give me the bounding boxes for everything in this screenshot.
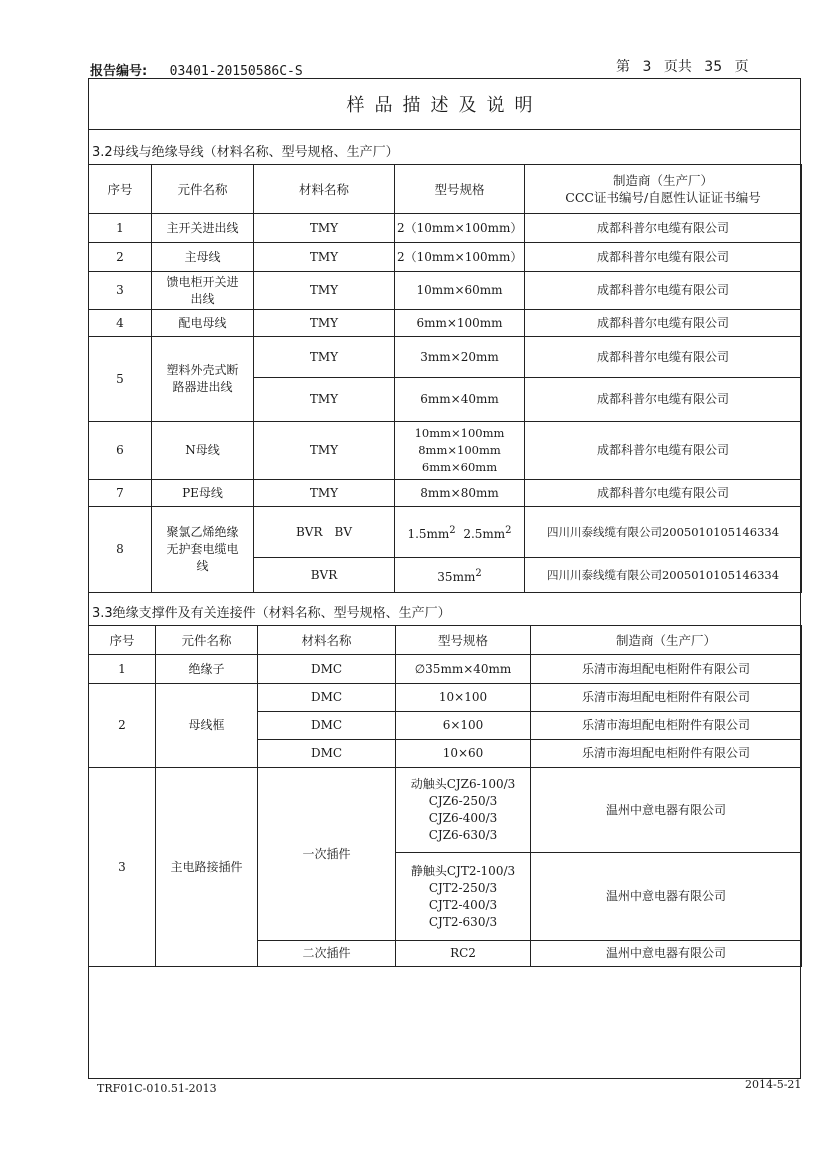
table-row bbox=[89, 272, 802, 310]
table-row bbox=[89, 422, 802, 480]
model-line: CJZ6-400/3 bbox=[428, 811, 498, 825]
material-cell: DMC bbox=[258, 655, 396, 684]
manufacturer-cell: 成都科普尔电缆有限公司 bbox=[525, 310, 802, 337]
col-material: 材料名称 bbox=[258, 626, 396, 655]
material-cell: DMC bbox=[258, 684, 396, 712]
material-cell: 一次插件 bbox=[258, 768, 396, 941]
table-header-row bbox=[89, 626, 802, 655]
model-line: 静触头CJT2-100/3 bbox=[410, 863, 516, 878]
manufacturer-cell: 乐清市海坦配电柜附件有限公司 bbox=[531, 740, 802, 768]
report-number-label: 报告编号: bbox=[90, 64, 148, 79]
model-part: 35mm bbox=[437, 569, 476, 584]
col-mfr-line2: CCC证书编号/自愿性认证证书编号 bbox=[565, 190, 761, 205]
component-cell: 母线框 bbox=[156, 684, 258, 768]
model-cell bbox=[395, 558, 525, 593]
material-cell: BVR BV bbox=[254, 507, 395, 558]
table-header-row bbox=[89, 165, 802, 214]
model-cell: 2（10mm×100mm） bbox=[395, 214, 525, 243]
component-line: 馈电柜开关进 bbox=[166, 274, 239, 289]
page-indicator bbox=[616, 56, 757, 76]
manufacturer-cell: 乐清市海坦配电柜附件有限公司 bbox=[531, 712, 802, 740]
manufacturer-cell: 成都科普尔电缆有限公司 bbox=[525, 243, 802, 272]
material-cell: 二次插件 bbox=[258, 941, 396, 967]
page-prefix: 第 bbox=[616, 59, 630, 75]
model-line: CJT2-400/3 bbox=[428, 897, 498, 912]
col-manufacturer bbox=[525, 165, 802, 214]
manufacturer-cell: 成都科普尔电缆有限公司 bbox=[525, 337, 802, 378]
col-seq: 序号 bbox=[89, 165, 152, 214]
model-cell: 8mm×80mm bbox=[395, 480, 525, 507]
page-title: 样品描述及说明 bbox=[88, 78, 801, 130]
seq-cell: 1 bbox=[89, 655, 156, 684]
manufacturer-cell: 四川川泰线缆有限公司2005010105146334 bbox=[525, 558, 802, 593]
table-row bbox=[89, 655, 802, 684]
material-cell: TMY bbox=[254, 480, 395, 507]
col-model: 型号规格 bbox=[396, 626, 531, 655]
material-cell: TMY bbox=[254, 422, 395, 480]
model-cell bbox=[396, 853, 531, 941]
model-part: 1.5mm bbox=[407, 526, 450, 541]
model-cell: ∅35mm×40mm bbox=[396, 655, 531, 684]
component-cell bbox=[152, 337, 254, 422]
seq-cell: 4 bbox=[89, 310, 152, 337]
model-cell: 6×100 bbox=[396, 712, 531, 740]
issue-date: 2014-5-21 bbox=[745, 1078, 802, 1091]
table-row bbox=[89, 243, 802, 272]
material-cell: TMY bbox=[254, 214, 395, 243]
col-component: 元件名称 bbox=[152, 165, 254, 214]
material-cell: TMY bbox=[254, 378, 395, 422]
material-cell: TMY bbox=[254, 337, 395, 378]
manufacturer-cell: 成都科普尔电缆有限公司 bbox=[525, 422, 802, 480]
component-line: 线 bbox=[196, 559, 209, 573]
table-row bbox=[89, 768, 802, 853]
manufacturer-cell: 成都科普尔电缆有限公司 bbox=[525, 272, 802, 310]
seq-cell: 1 bbox=[89, 214, 152, 243]
model-cell: 6mm×100mm bbox=[395, 310, 525, 337]
component-cell bbox=[152, 507, 254, 593]
seq-cell: 8 bbox=[89, 507, 152, 593]
component-cell: 主母线 bbox=[152, 243, 254, 272]
component-cell: 配电母线 bbox=[152, 310, 254, 337]
model-line: CJT2-250/3 bbox=[428, 880, 498, 895]
section-title-insulator: 3.3绝缘支撑件及有关连接件（材料名称、型号规格、生产厂） bbox=[92, 606, 451, 621]
model-cell bbox=[395, 422, 525, 480]
component-line: 聚氯乙烯绝缘 bbox=[166, 525, 239, 539]
model-line: 10mm×100mm bbox=[414, 426, 505, 440]
superscript: 2 bbox=[475, 567, 482, 579]
model-cell: 3mm×20mm bbox=[395, 337, 525, 378]
table-row bbox=[89, 684, 802, 712]
seq-cell: 3 bbox=[89, 768, 156, 967]
page-number: 3 bbox=[642, 59, 652, 75]
model-cell bbox=[395, 507, 525, 558]
superscript: 2 bbox=[449, 524, 456, 536]
manufacturer-cell: 温州中意电器有限公司 bbox=[531, 853, 802, 941]
seq-cell: 2 bbox=[89, 684, 156, 768]
component-line: 无护套电缆电 bbox=[166, 542, 239, 556]
model-cell: 10×60 bbox=[396, 740, 531, 768]
page-mid: 页共 bbox=[663, 59, 692, 75]
manufacturer-cell: 成都科普尔电缆有限公司 bbox=[525, 480, 802, 507]
page-suffix: 页 bbox=[734, 59, 749, 75]
material-cell: DMC bbox=[258, 740, 396, 768]
model-cell: 10mm×60mm bbox=[395, 272, 525, 310]
insulator-table bbox=[88, 625, 802, 967]
model-cell bbox=[396, 768, 531, 853]
report-number-value: 03401-20150586C-S bbox=[169, 64, 303, 79]
component-cell bbox=[152, 272, 254, 310]
model-cell: 10×100 bbox=[396, 684, 531, 712]
material-cell: BVR bbox=[254, 558, 395, 593]
seq-cell: 2 bbox=[89, 243, 152, 272]
component-cell: N母线 bbox=[152, 422, 254, 480]
model-line: 动触头CJZ6-100/3 bbox=[410, 777, 516, 791]
seq-cell: 3 bbox=[89, 272, 152, 310]
manufacturer-cell: 乐清市海坦配电柜附件有限公司 bbox=[531, 655, 802, 684]
component-cell: 绝缘子 bbox=[156, 655, 258, 684]
col-model: 型号规格 bbox=[395, 165, 525, 214]
report-number bbox=[90, 60, 303, 79]
material-cell: TMY bbox=[254, 272, 395, 310]
busbar-table bbox=[88, 164, 802, 593]
form-number: TRF01C-010.51-2013 bbox=[97, 1082, 217, 1095]
col-seq: 序号 bbox=[89, 626, 156, 655]
model-part: 2.5mm bbox=[463, 526, 506, 541]
col-component: 元件名称 bbox=[156, 626, 258, 655]
component-cell: 主电路接插件 bbox=[156, 768, 258, 967]
table-row bbox=[89, 310, 802, 337]
model-line: CJZ6-250/3 bbox=[428, 794, 498, 808]
model-cell: RC2 bbox=[396, 941, 531, 967]
component-line: 出线 bbox=[190, 291, 215, 306]
col-mfr-line1: 制造商（生产厂） bbox=[612, 173, 713, 188]
model-line: 6mm×60mm bbox=[421, 460, 498, 474]
component-line: 路器进出线 bbox=[172, 380, 233, 394]
superscript: 2 bbox=[505, 524, 512, 536]
material-cell: TMY bbox=[254, 243, 395, 272]
table-row bbox=[89, 214, 802, 243]
model-cell: 2（10mm×100mm） bbox=[395, 243, 525, 272]
section-title-busbar: 3.2母线与绝缘导线（材料名称、型号规格、生产厂） bbox=[92, 145, 399, 160]
manufacturer-cell: 四川川泰线缆有限公司2005010105146334 bbox=[525, 507, 802, 558]
model-line: CJZ6-630/3 bbox=[428, 828, 498, 842]
material-cell: DMC bbox=[258, 712, 396, 740]
table-row bbox=[89, 480, 802, 507]
seq-cell: 5 bbox=[89, 337, 152, 422]
page-total: 35 bbox=[704, 59, 723, 75]
manufacturer-cell: 成都科普尔电缆有限公司 bbox=[525, 378, 802, 422]
model-cell: 6mm×40mm bbox=[395, 378, 525, 422]
seq-cell: 7 bbox=[89, 480, 152, 507]
component-cell: 主开关进出线 bbox=[152, 214, 254, 243]
table-row bbox=[89, 507, 802, 558]
col-manufacturer: 制造商（生产厂） bbox=[531, 626, 802, 655]
col-material: 材料名称 bbox=[254, 165, 395, 214]
seq-cell: 6 bbox=[89, 422, 152, 480]
table-row bbox=[89, 337, 802, 378]
manufacturer-cell: 温州中意电器有限公司 bbox=[531, 941, 802, 967]
component-cell: PE母线 bbox=[152, 480, 254, 507]
manufacturer-cell: 温州中意电器有限公司 bbox=[531, 768, 802, 853]
material-cell: TMY bbox=[254, 310, 395, 337]
component-line: 塑料外壳式断 bbox=[166, 363, 239, 377]
model-line: CJT2-630/3 bbox=[428, 914, 498, 929]
model-line: 8mm×100mm bbox=[418, 443, 501, 457]
manufacturer-cell: 乐清市海坦配电柜附件有限公司 bbox=[531, 684, 802, 712]
manufacturer-cell: 成都科普尔电缆有限公司 bbox=[525, 214, 802, 243]
